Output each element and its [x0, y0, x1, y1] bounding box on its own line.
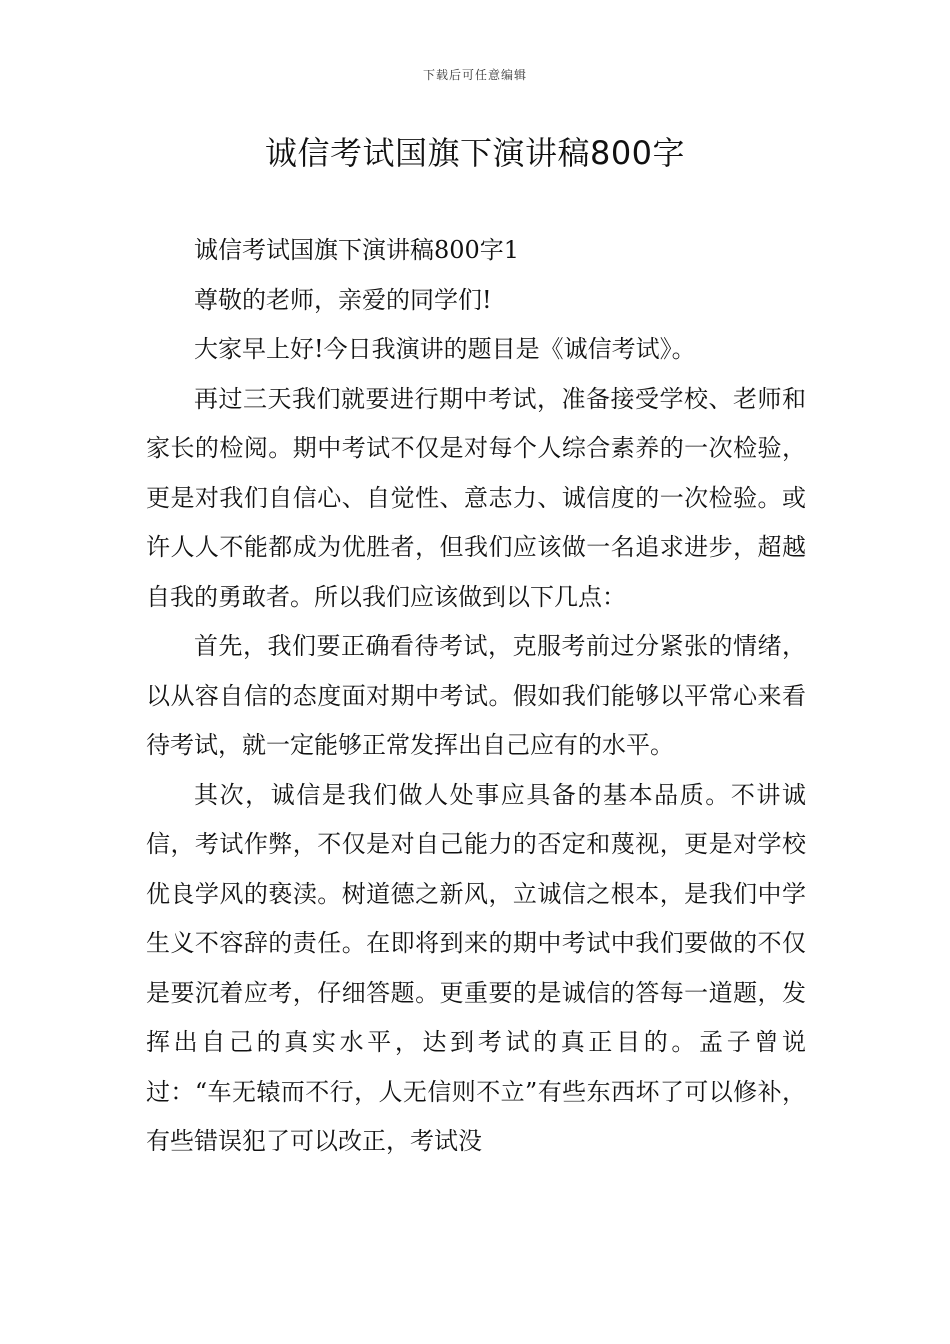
paragraph-body: 其次，诚信是我们做人处事应具备的基本品质。不讲诚信，考试作弊，不仅是对自己能力的否定和蔑视，更是对学校优良学风的亵渎。树道德之新风，立诚信之根本，是我们中学生义不容辞的责任。在即将到来的期中考试中我们要做的不仅是要沉着应考，仔细答题。更重要的是诚信的答每一道题，发挥出自己的真实水平，达到考试的真正目的。孟子曾说过：“车无辕而不行，人无信则不立”有些东西坏了可以修补，有些错误犯了可以改正，考试没 [146, 780, 806, 1155]
paragraph-body: 再过三天我们就要进行期中考试，准备接受学校、老师和家长的检阅。期中考试不仅是对每个人综合素养的一次检验，更是对我们自信心、自觉性、意志力、诚信度的一次检验。或许人人不能都成为优胜者，但我们应该做一名追求进步，超越自我的勇敢者。所以我们应该做到以下几点： [146, 384, 806, 611]
document-title: 诚信考试国旗下演讲稿800字 [264, 134, 686, 172]
paragraph-intro: 大家早上好!今日我演讲的题目是《诚信考试》。 [194, 335, 696, 363]
paragraph-subtitle: 诚信考试国旗下演讲稿800字1 [194, 236, 520, 264]
document-body [146, 226, 806, 1167]
header-note: 下载后可任意编辑 [422, 68, 527, 82]
paragraph-greeting: 尊敬的老师，亲爱的同学们! [194, 285, 492, 314]
paragraph-body: 首先，我们要正确看待考试，克服考前过分紧张的情绪，以从容自信的态度面对期中考试。假如我们能够以平常心来看待考试，就一定能够正常发挥出自己应有的水平。 [146, 632, 806, 759]
